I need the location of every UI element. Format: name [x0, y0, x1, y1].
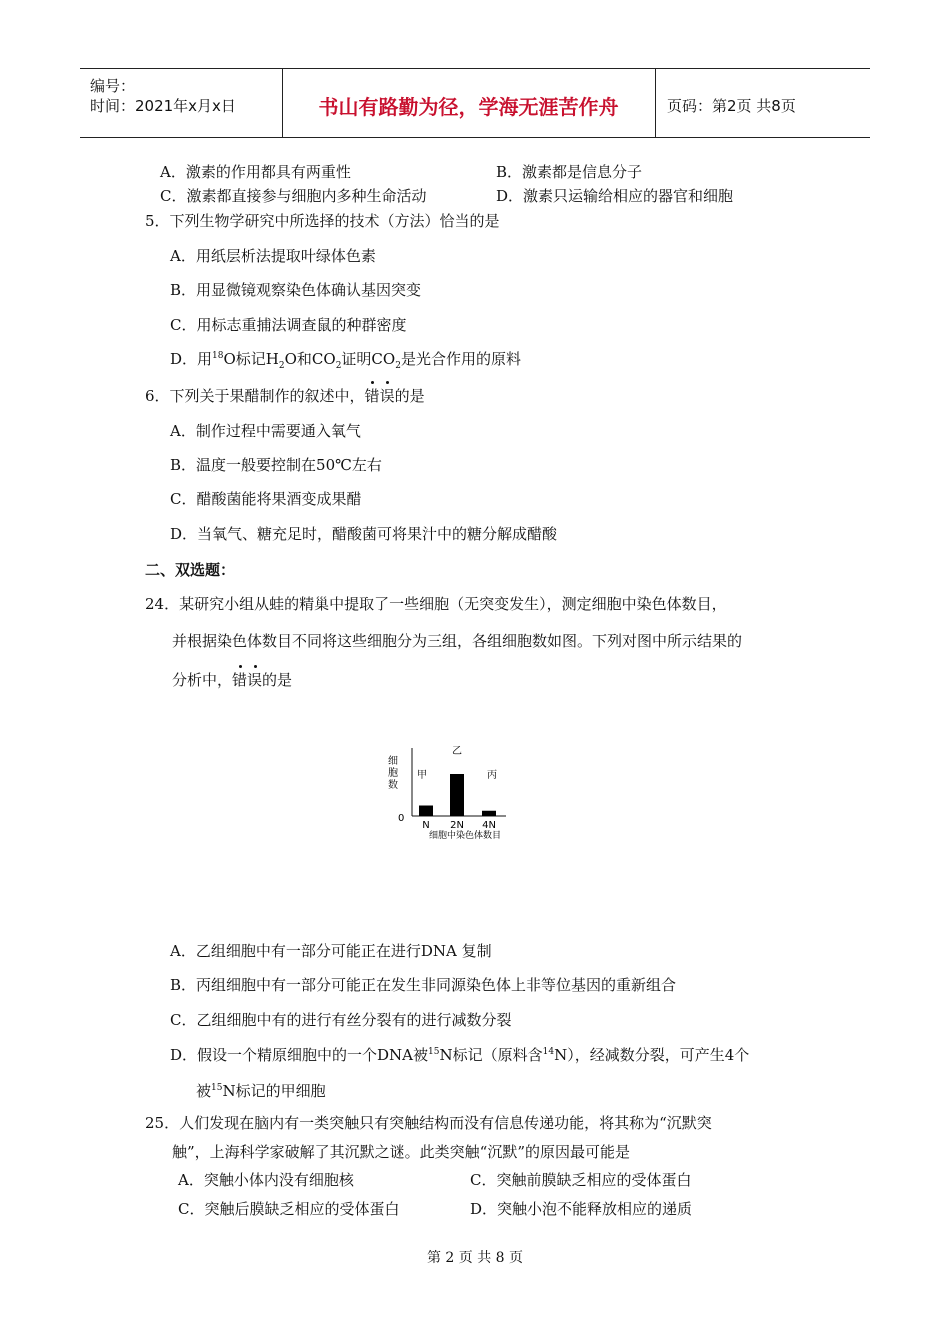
header-motto-cell — [282, 69, 656, 137]
group-label: 甲 — [417, 770, 427, 781]
x-axis-label: 细胞中染色体数目 — [428, 831, 502, 841]
x-tick-label: N — [422, 820, 430, 831]
q24-option-a: A．乙组细胞中有一部分可能正在进行DNA 复制 — [170, 942, 492, 960]
q25-option-b: C．突触后膜缺乏相应的受体蛋白 — [178, 1200, 400, 1218]
q4-option-b: B．激素都是信息分子 — [496, 163, 643, 181]
q5-option-d: D．用$^{18}$O标记$H_2O$和$CO_2$证明$CO_2$是光合作用的原料 — [170, 350, 521, 371]
q4-option-a: A．激素的作用都具有两重性 — [160, 163, 351, 181]
q5-option-a: A．用纸层析法提取叶绿体色素 — [170, 247, 376, 265]
header-page-cell — [655, 69, 870, 137]
q6-stem: 6．下列关于果醋制作的叙述中，错误的是 — [145, 387, 425, 405]
page-header — [80, 68, 870, 138]
group-label: 乙 — [452, 746, 462, 757]
x-tick-label: 4N — [482, 820, 496, 831]
q24-stem-line1: 24．某研究小组从蛙的精巢中提取了一些细胞（无突变发生），测定细胞中染色体数目， — [145, 595, 727, 613]
q25-stem-line2: 触”，上海科学家破解了其沉默之谜。此类突触“沉默”的原因最可能是 — [172, 1143, 631, 1161]
page-footer: 第 2 页 共 8 页 — [426, 1250, 524, 1266]
y-label-char: 数 — [388, 780, 398, 791]
section-title: 二、双选题： — [145, 561, 236, 579]
q5-stem: 5．下列生物学研究中所选择的技术（方法）恰当的是 — [145, 212, 500, 230]
q6-option-c: C．醋酸菌能将果酒变成果醋 — [170, 490, 362, 508]
date-label: 时间：2021年x月x日 — [90, 97, 236, 115]
header-meta-cell — [80, 69, 283, 137]
q6-option-b: B．温度一般要控制在50℃左右 — [170, 456, 382, 474]
q4-option-c: C．激素都直接参与细胞内多种生命活动 — [160, 187, 427, 205]
q25-option-a: A．突触小体内没有细胞核 — [178, 1171, 354, 1189]
serial-label: 编号： — [90, 77, 136, 95]
y-axis-label — [388, 755, 398, 791]
q5-option-b: B．用显微镜观察染色体确认基因突变 — [170, 281, 422, 299]
bar-N — [419, 806, 433, 817]
y-label-char: 胞 — [388, 768, 398, 779]
q24-stem-line2: 并根据染色体数目不同将这些细胞分为三组，各组细胞数如图。下列对图中所示结果的 — [172, 632, 743, 650]
q25-option-d: D．突触小泡不能释放相应的递质 — [470, 1200, 693, 1218]
q5-option-c: C．用标志重捕法调查鼠的种群密度 — [170, 316, 407, 334]
q24-option-d-line1: D．假设一个精原细胞中的一个DNA被$^{15}$N标记（原料含$^{14}$N），经减数分裂，可产生4个 — [170, 1046, 750, 1064]
motto-text: 书山有路勤为径，学海无涯苦作舟 — [318, 95, 619, 119]
bar-2N — [450, 774, 464, 816]
q6-option-a: A．制作过程中需要通入氧气 — [170, 422, 361, 440]
q24-option-d-line2: 被$^{15}$N标记的甲细胞 — [196, 1082, 326, 1100]
y-label-char: 细 — [388, 756, 398, 767]
q6-option-d: D．当氧气、糖充足时，醋酸菌可将果汁中的糖分解成醋酸 — [170, 525, 558, 543]
group-label: 丙 — [487, 770, 497, 781]
q24-option-c: C．乙组细胞中有的进行有丝分裂有的进行减数分裂 — [170, 1011, 512, 1029]
x-tick-label: 2N — [450, 820, 464, 831]
cell-count-bar-chart — [360, 738, 530, 848]
q24-stem-line3: 分析中，错误的是 — [172, 671, 293, 689]
q24-option-b: B．丙组细胞中有一部分可能正在发生非同源染色体上非等位基因的重新组合 — [170, 976, 677, 994]
q4-option-d: D．激素只运输给相应的器官和细胞 — [496, 187, 734, 205]
page-label: 页码：第2页 共8页 — [667, 97, 796, 115]
q25-option-c: C．突触前膜缺乏相应的受体蛋白 — [470, 1171, 692, 1189]
q25-stem-line1: 25．人们发现在脑内有一类突触只有突触结构而没有信息传递功能，将其称为“沉默突 — [145, 1114, 712, 1132]
bar-4N — [482, 811, 496, 816]
origin-label: 0 — [398, 813, 405, 824]
